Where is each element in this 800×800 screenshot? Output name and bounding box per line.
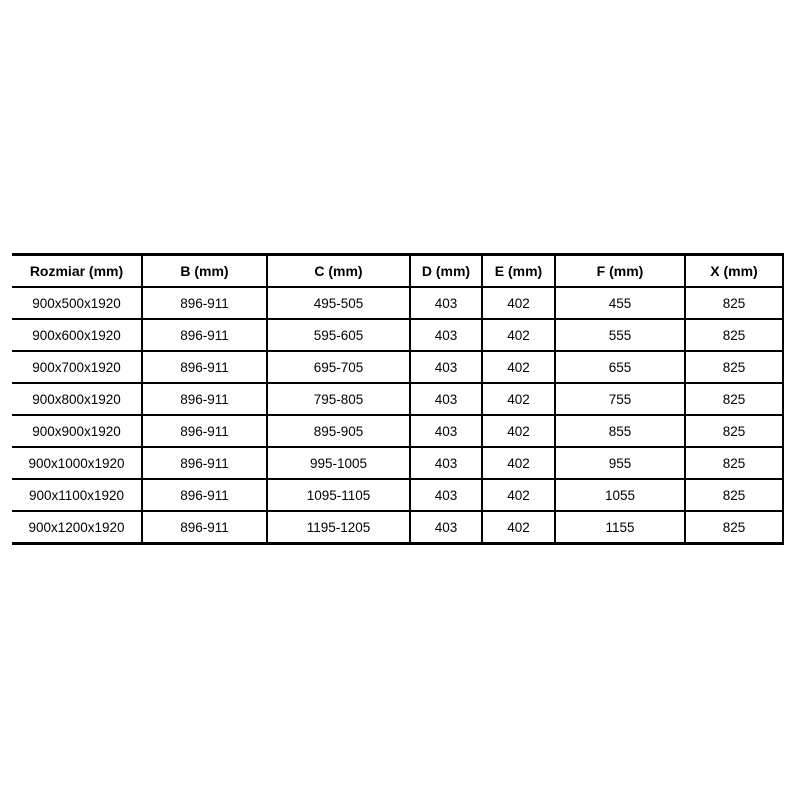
table-cell: 403 (410, 479, 482, 511)
header-cell-f: F (mm) (555, 255, 685, 288)
table-row (12, 447, 783, 479)
table-cell: 403 (410, 383, 482, 415)
dimensions-table-container (12, 253, 784, 545)
table-cell: 555 (555, 319, 685, 351)
table-row (12, 319, 783, 351)
table-cell: 896-911 (142, 319, 267, 351)
table-cell: 900x1200x1920 (12, 511, 142, 544)
table-cell: 900x700x1920 (12, 351, 142, 383)
table-cell: 900x900x1920 (12, 415, 142, 447)
table-cell: 402 (482, 415, 555, 447)
table-cell: 855 (555, 415, 685, 447)
header-row (12, 255, 783, 288)
table-cell: 825 (685, 479, 783, 511)
table-cell: 896-911 (142, 383, 267, 415)
table-cell: 896-911 (142, 511, 267, 544)
table-cell: 900x1100x1920 (12, 479, 142, 511)
table-cell: 403 (410, 511, 482, 544)
table-cell: 825 (685, 511, 783, 544)
table-cell: 455 (555, 287, 685, 319)
table-cell: 595-605 (267, 319, 410, 351)
table-cell: 402 (482, 447, 555, 479)
table-cell: 825 (685, 383, 783, 415)
table-cell: 1095-1105 (267, 479, 410, 511)
table-cell: 900x1000x1920 (12, 447, 142, 479)
table-cell: 403 (410, 351, 482, 383)
header-cell-rozmiar: Rozmiar (mm) (12, 255, 142, 288)
dimensions-table (12, 253, 784, 545)
header-cell-x: X (mm) (685, 255, 783, 288)
table-row (12, 383, 783, 415)
table-cell: 995-1005 (267, 447, 410, 479)
table-cell: 403 (410, 287, 482, 319)
table-cell: 695-705 (267, 351, 410, 383)
table-cell: 402 (482, 511, 555, 544)
table-row (12, 479, 783, 511)
header-cell-b: B (mm) (142, 255, 267, 288)
table-cell: 896-911 (142, 351, 267, 383)
table-cell: 896-911 (142, 415, 267, 447)
table-cell: 755 (555, 383, 685, 415)
table-row (12, 351, 783, 383)
table-cell: 403 (410, 319, 482, 351)
table-cell: 825 (685, 351, 783, 383)
table-cell: 402 (482, 479, 555, 511)
table-cell: 896-911 (142, 447, 267, 479)
table-cell: 1155 (555, 511, 685, 544)
table-cell: 1055 (555, 479, 685, 511)
table-cell: 896-911 (142, 479, 267, 511)
table-cell: 403 (410, 447, 482, 479)
table-cell: 495-505 (267, 287, 410, 319)
table-cell: 896-911 (142, 287, 267, 319)
table-cell: 825 (685, 319, 783, 351)
table-cell: 402 (482, 351, 555, 383)
table-cell: 655 (555, 351, 685, 383)
table-cell: 1195-1205 (267, 511, 410, 544)
table-cell: 795-805 (267, 383, 410, 415)
table-cell: 825 (685, 447, 783, 479)
table-cell: 825 (685, 415, 783, 447)
table-cell: 955 (555, 447, 685, 479)
table-cell: 895-905 (267, 415, 410, 447)
table-cell: 900x500x1920 (12, 287, 142, 319)
table-row (12, 287, 783, 319)
header-cell-c: C (mm) (267, 255, 410, 288)
table-cell: 402 (482, 319, 555, 351)
table-cell: 402 (482, 383, 555, 415)
table-cell: 403 (410, 415, 482, 447)
table-cell: 900x600x1920 (12, 319, 142, 351)
table-cell: 900x800x1920 (12, 383, 142, 415)
header-cell-d: D (mm) (410, 255, 482, 288)
table-cell: 402 (482, 287, 555, 319)
table-row (12, 415, 783, 447)
header-cell-e: E (mm) (482, 255, 555, 288)
table-cell: 825 (685, 287, 783, 319)
table-row (12, 511, 783, 544)
